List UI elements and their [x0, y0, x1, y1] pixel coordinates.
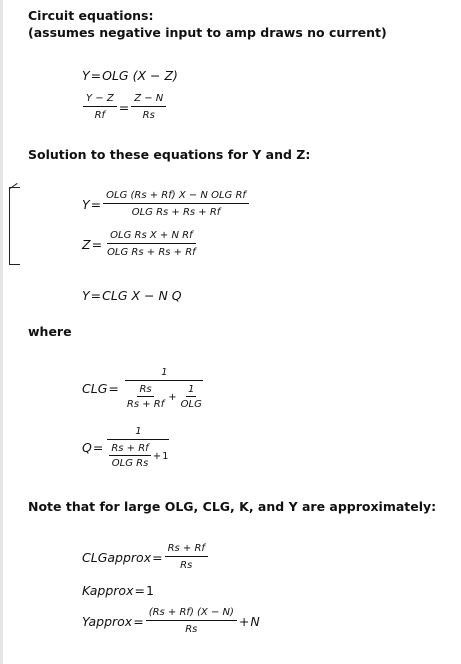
- inner-fraction: [179, 384, 204, 410]
- equation-y-clg: [82, 288, 182, 303]
- eq-lhs: Yapprox: [82, 613, 133, 629]
- equals-sign: =: [90, 68, 102, 83]
- fraction-numerator: 1: [107, 426, 169, 440]
- equals-sign: =: [152, 549, 163, 565]
- equation-solution-z: [82, 230, 200, 258]
- equals-sign: =: [133, 613, 144, 629]
- fraction-numerator: (Rs + Rf) (X − N): [146, 607, 237, 621]
- eq-rhs: CLG X − N Q: [102, 288, 182, 303]
- fraction-denominator: Rf: [94, 110, 106, 121]
- fraction-numerator: Rs: [139, 384, 152, 395]
- fraction-numerator: OLG Rs X + N Rf: [107, 230, 195, 244]
- fraction-denominator: [105, 440, 171, 469]
- fraction-denominator: OLG Rs + Rs + Rf: [107, 247, 196, 258]
- fraction-numerator: 1: [125, 367, 203, 381]
- fraction-denominator: Rs: [180, 560, 193, 571]
- equals-sign: =: [108, 381, 119, 396]
- fraction-numerator: OLG (Rs + Rf) X − N OLG Rf: [103, 190, 249, 204]
- fraction-numerator: Y − Z: [83, 93, 117, 107]
- inner-fraction: [125, 384, 166, 410]
- eq-lhs: Q: [82, 440, 92, 455]
- equals-sign: =: [118, 99, 130, 115]
- eq-lhs: Z: [82, 236, 91, 252]
- eq-lhs: Y: [82, 68, 90, 83]
- equation-solution-y: [82, 190, 250, 218]
- equation-clg: [82, 367, 209, 410]
- eq-tail: N: [250, 613, 260, 629]
- fraction-denominator: OLG Rs: [111, 458, 149, 469]
- fraction-numerator: Z − N: [131, 93, 166, 107]
- fraction-right: [131, 93, 166, 121]
- equation-y-approx: [82, 607, 260, 635]
- fraction: [165, 543, 208, 571]
- solution-heading: Solution to these equations for Y and Z:: [28, 147, 311, 162]
- fraction-numerator: Rs + Rf: [165, 543, 208, 557]
- equals-sign: =: [134, 583, 145, 598]
- fraction-denominator: OLG Rs + Rs + Rf: [131, 207, 221, 218]
- fraction-denominator: Rs: [142, 110, 155, 121]
- solution-bracket: [9, 187, 20, 265]
- left-margin-bar: [0, 0, 3, 664]
- fraction-denominator: Rs: [185, 624, 198, 635]
- plus-sign: +: [238, 613, 250, 629]
- equals-sign: =: [90, 288, 102, 303]
- fraction: [103, 190, 249, 218]
- eq-lhs: CLG: [82, 381, 108, 396]
- equals-sign: =: [91, 236, 103, 252]
- fraction: [121, 367, 208, 410]
- where-heading: where: [28, 324, 72, 339]
- fraction-denominator: OLG: [180, 399, 202, 410]
- fraction-numerator: 1: [188, 384, 195, 395]
- equation-current-balance: [82, 93, 167, 121]
- inner-fraction: [109, 443, 150, 469]
- fraction: [105, 426, 171, 469]
- plus-sign: +: [152, 450, 162, 462]
- title-heading: Circuit equations:: [28, 8, 154, 23]
- eq-rhs: OLG (X − Z): [102, 68, 178, 83]
- plus-sign: +: [168, 391, 177, 403]
- note-heading: Note that for large OLG, CLG, K, and Y are approximately:: [28, 499, 437, 514]
- equation-k-approx: [82, 583, 154, 598]
- fraction: [146, 607, 237, 635]
- eq-lhs: CLGapprox: [82, 549, 152, 565]
- fraction-denominator: [121, 381, 208, 410]
- equation-clg-approx: [82, 543, 209, 571]
- eq-lhs: Kapprox: [82, 583, 134, 598]
- fraction-left: [83, 93, 117, 121]
- fraction-denominator: Rs + Rf: [126, 399, 165, 410]
- eq-lhs: Y: [82, 288, 90, 303]
- fraction: [104, 230, 199, 258]
- constant-one: 1: [162, 450, 169, 462]
- equation-y-olg: [82, 68, 178, 83]
- subtitle-heading: (assumes negative input to amp draws no current): [28, 25, 387, 40]
- fraction-numerator: Rs + Rf: [111, 443, 149, 454]
- equals-sign: =: [92, 440, 104, 455]
- eq-lhs: Y: [82, 196, 90, 212]
- equals-sign: =: [90, 196, 102, 212]
- equation-q: [82, 426, 172, 469]
- eq-rhs: 1: [145, 583, 154, 598]
